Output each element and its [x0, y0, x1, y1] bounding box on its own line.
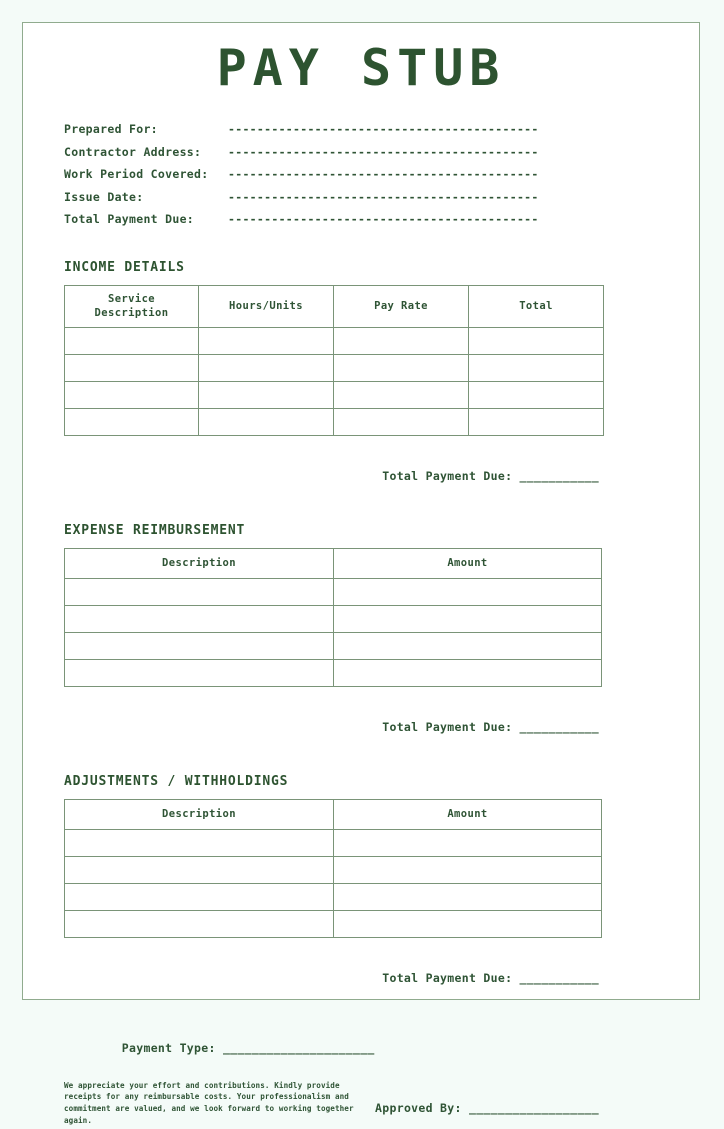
pay-stub-page [22, 22, 700, 1125]
adjustments-withholdings-table [64, 799, 602, 938]
column-header-amount: Amount [334, 799, 602, 829]
table-row[interactable] [65, 632, 602, 659]
field-label: Contractor Address: [64, 144, 202, 159]
adjustments-total-label: Total Payment Due: [382, 970, 513, 985]
cell-pay-rate[interactable] [334, 354, 469, 381]
column-header-amount: Amount [334, 548, 602, 578]
cell-hours-units[interactable] [199, 381, 334, 408]
section-heading-adjustments: ADJUSTMENTS / WITHHOLDINGS [64, 773, 289, 789]
table-row[interactable] [65, 578, 602, 605]
field-label: Prepared For: [64, 122, 158, 136]
table-row[interactable] [65, 408, 604, 435]
income-total-row [64, 455, 599, 497]
table-row[interactable] [65, 354, 604, 381]
cell-description[interactable] [65, 605, 334, 632]
cell-total[interactable] [469, 381, 604, 408]
cell-service-description[interactable] [65, 381, 199, 408]
cell-description[interactable] [65, 632, 334, 659]
column-header-description: Description [65, 799, 334, 829]
section-heading-income: INCOME DETAILS [64, 259, 185, 275]
cell-amount[interactable] [334, 632, 602, 659]
field-work-period-covered[interactable] [64, 167, 658, 190]
table-row[interactable] [65, 381, 604, 408]
field-label: Issue Date: [64, 189, 144, 204]
cell-hours-units[interactable] [199, 408, 334, 435]
cell-description[interactable] [65, 910, 334, 937]
page-title: PAY STUB [216, 39, 506, 97]
cell-description[interactable] [65, 659, 334, 686]
cell-amount[interactable] [334, 578, 602, 605]
income-details-table [64, 285, 604, 436]
cell-hours-units[interactable] [199, 354, 334, 381]
section-heading-expense: EXPENSE REIMBURSEMENT [64, 522, 246, 538]
footer-note: We appreciate your effort and contributions. Kindly provide receipts for any reimbursable costs. Your professionalism and commitment are valued, and we look forward to working together again. [64, 1080, 354, 1125]
cell-pay-rate[interactable] [334, 381, 469, 408]
cell-description[interactable] [65, 883, 334, 910]
table-row[interactable] [65, 605, 602, 632]
cell-service-description[interactable] [65, 408, 199, 435]
field-fill-line[interactable]: ------------------------------------------- [228, 144, 539, 159]
field-total-payment-due[interactable] [64, 212, 658, 235]
expense-total-label: Total Payment Due: [382, 719, 513, 734]
header-fields [64, 122, 658, 235]
cell-service-description[interactable] [65, 327, 199, 354]
column-header-service-description: Service Description [65, 285, 199, 327]
column-header-total: Total [469, 285, 604, 327]
cell-amount[interactable] [334, 910, 602, 937]
cell-total[interactable] [469, 327, 604, 354]
cell-amount[interactable] [334, 883, 602, 910]
cell-description[interactable] [65, 829, 334, 856]
table-header-row [65, 285, 604, 327]
table-row[interactable] [65, 327, 604, 354]
field-fill-line[interactable]: ------------------------------------------- [228, 122, 539, 136]
cell-amount[interactable] [334, 856, 602, 883]
adjustments-total-row [64, 957, 599, 999]
field-fill-line[interactable]: ------------------------------------------- [228, 167, 539, 181]
expense-reimbursement-table [64, 548, 602, 687]
cell-pay-rate[interactable] [334, 408, 469, 435]
payment-type-label: Payment Type: [121, 1040, 216, 1055]
table-row[interactable] [65, 883, 602, 910]
column-header-hours-units: Hours/Units [199, 285, 334, 327]
income-total-fill-line[interactable]: ___________ [519, 468, 599, 483]
adjustments-total-fill-line[interactable]: ___________ [519, 970, 599, 985]
cell-amount[interactable] [334, 605, 602, 632]
table-header-row [65, 548, 602, 578]
table-row[interactable] [65, 659, 602, 686]
approved-by-label: Approved By: [375, 1100, 462, 1115]
approved-by-row[interactable] [317, 1087, 599, 1129]
approved-by-fill-line[interactable]: __________________ [468, 1100, 599, 1115]
expense-total-fill-line[interactable]: ___________ [519, 719, 599, 734]
cell-amount[interactable] [334, 829, 602, 856]
cell-service-description[interactable] [65, 354, 199, 381]
field-fill-line[interactable]: ------------------------------------------- [228, 212, 539, 226]
cell-amount[interactable] [334, 659, 602, 686]
cell-total[interactable] [469, 354, 604, 381]
field-label: Work Period Covered: [64, 167, 209, 181]
table-row[interactable] [65, 829, 602, 856]
table-row[interactable] [65, 910, 602, 937]
expense-total-row [64, 706, 599, 748]
cell-total[interactable] [469, 408, 604, 435]
payment-type-row[interactable] [64, 1027, 599, 1069]
field-label: Total Payment Due: [64, 212, 195, 226]
cell-description[interactable] [65, 578, 334, 605]
field-issue-date[interactable] [64, 190, 658, 213]
table-row[interactable] [65, 856, 602, 883]
field-prepared-for[interactable] [64, 122, 658, 145]
column-header-description: Description [65, 548, 334, 578]
field-contractor-address[interactable] [64, 145, 658, 168]
cell-description[interactable] [65, 856, 334, 883]
cell-pay-rate[interactable] [334, 327, 469, 354]
income-total-label: Total Payment Due: [382, 468, 513, 483]
column-header-pay-rate: Pay Rate [334, 285, 469, 327]
payment-type-fill-line[interactable]: _____________________ [222, 1040, 375, 1055]
page-content [23, 23, 699, 1125]
table-header-row [65, 799, 602, 829]
footer [64, 1027, 599, 1127]
field-fill-line[interactable]: ------------------------------------------- [228, 189, 539, 204]
cell-hours-units[interactable] [199, 327, 334, 354]
